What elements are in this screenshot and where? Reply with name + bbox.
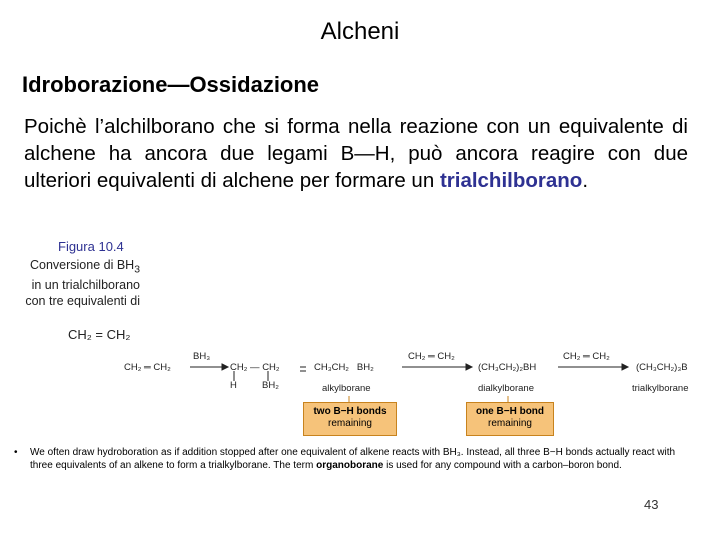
caption-line-3: con tre equivalenti di [25,293,140,308]
paragraph-text: Poichè l’alchilborano che si forma nella reazione con un equivalente di alchene ha ancora due legami B—H, può ancora reagire con due ulteriori equivalenti di alchene per formare un [24,115,688,192]
page-number: 43 [644,497,659,512]
note-bullet: • [14,447,18,458]
note-term: organoborane [316,460,384,471]
dialkylborane-name: dialkylborane [478,383,534,394]
note-text-after: is used for any compound with a carbon–boron bond. [383,460,622,471]
slide-subtitle: Idroborazione—Ossidazione [22,72,320,97]
paragraph-end: . [582,169,589,192]
alkene-reactant: CH₂ ═ CH₂ [124,362,171,373]
trialkylborane-name: trialkylborane [632,383,689,394]
arrow-1-head [222,364,228,370]
caption-line-1: Conversione di BH [29,258,135,272]
arrow-3-head [622,364,628,370]
alkylborane-bh2: BH₂ [262,380,279,391]
caption-subscript: 3 [134,264,140,276]
slide-title: Alcheni [320,18,400,45]
box2-title: one B−H bond [475,406,545,417]
caption-line-2: in un trialchilborano [31,278,140,292]
alkylborane-formula: CH₃CH₂ BH₂ [314,362,374,373]
alkylborane-structure: CH₂ — CH₂ [230,362,280,373]
box-two-bh-bonds [303,402,397,436]
note-text-before: We often draw hydroboration as if addition stopped after one equivalent of alkene reacts with BH₃. Instead, all three B−H bonds actually react with three equivalents of an alkene to form a trialkylborane. The term [30,447,676,471]
alkylborane-name: alkylborane [322,383,371,394]
reactant-ethylene: CH₂ = CH₂ [68,327,131,342]
box2-subtitle: remaining [488,418,532,429]
reagent-bh3: BH₃ [193,351,211,362]
box1-subtitle: remaining [328,418,372,429]
reagent-alkene-3: CH₂ ═ CH₂ [563,351,610,362]
paragraph-highlight: trialchilborano [439,169,583,192]
dialkylborane-formula: (CH₃CH₂)₂BH [478,362,537,373]
figure-label: Figura 10.4 [58,239,124,254]
reagent-alkene-2: CH₂ ═ CH₂ [408,351,455,362]
arrow-2-head [466,364,472,370]
alkylborane-h: H [230,380,237,391]
box-one-bh-bond [466,402,554,436]
note-text [30,446,700,472]
trialkylborane-formula: (CH₃CH₂)₃B [636,362,688,373]
box1-title: two B−H bonds [313,406,387,417]
